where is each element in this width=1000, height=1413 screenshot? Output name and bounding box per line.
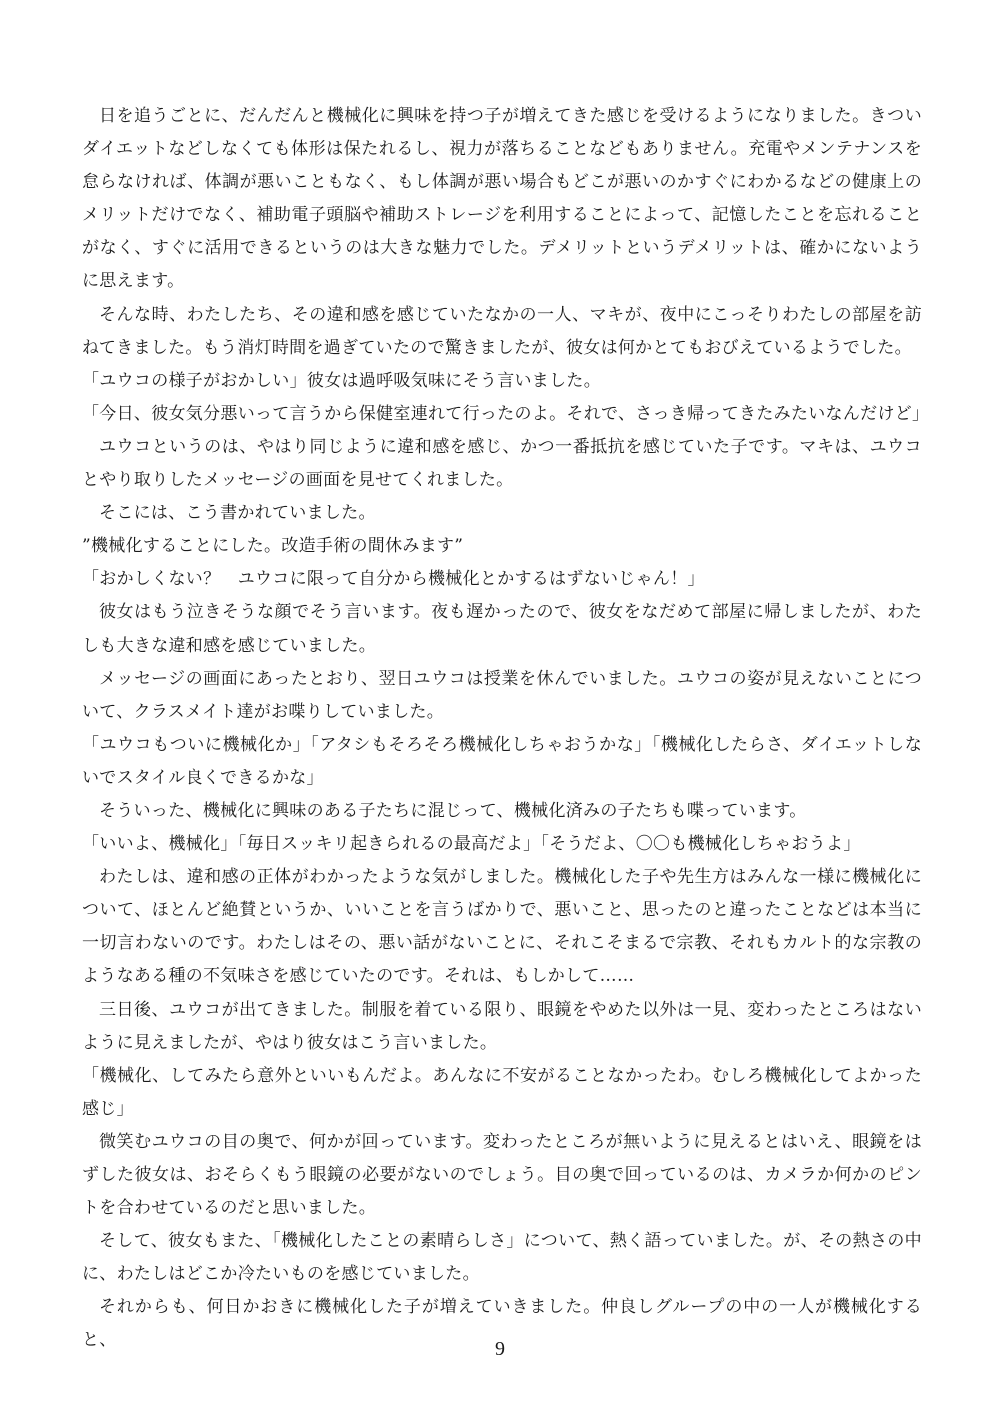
- paragraph: そういった、機械化に興味のある子たちに混じって、機械化済みの子たちも喋っています。: [99, 800, 807, 821]
- paragraph: ”機械化することにした。改造手術の間休みます”: [82, 536, 464, 557]
- paragraph: 「今日、彼女気分悪いって言うから保健室連れて行ったのよ。それで、さっき帰ってきたみたいなんだけど」: [82, 403, 930, 424]
- paragraph: 「ユウコもついに機械化か」「アタシもそろそろ機械化しちゃおうかな」「機械化したらさ、ダイエットしないでスタイル良くできるかな」: [82, 734, 922, 788]
- paragraph: メッセージの画面にあったとおり、翌日ユウコは授業を休んでいました。ユウコの姿が見えないことについて、クラスメイト達がお喋りしていました。: [82, 668, 922, 722]
- paragraph: そんな時、わたしたち、その違和感を感じていたなかの一人、マキが、夜中にこっそりわたしの部屋を訪ねてきました。もう消灯時間を過ぎていたので驚きましたが、彼女は何かとてもおびえているようでした。: [82, 304, 922, 358]
- page-number: 9: [495, 1338, 505, 1360]
- body-text: [82, 100, 930, 1358]
- paragraph: そこには、こう書かれていました。: [99, 503, 376, 524]
- paragraph: 日を追うごとに、だんだんと機械化に興味を持つ子が増えてきた感じを受けるようになりました。きついダイエットなどしなくても体形は保たれるし、視力が落ちることなどもありません。充電やメンテナンスを怠らなければ、体調が悪いこともなく、もし体調が悪い場合もどこが悪いのかすぐにわかるなどの健康上のメリットだけでなく、補助電子頭脳や補助ストレージを利用することによって、記憶したことを忘れることがなく、すぐに活用できるというのは大きな魅力でした。デメリットというデメリットは、確かにないように思えます。: [82, 106, 922, 292]
- paragraph: 微笑むユウコの目の奥で、何かが回っています。変わったところが無いように見えるとはいえ、眼鏡をはずした彼女は、おそらくもう眼鏡の必要がないのでしょう。目の奥で回っているのは、カメラか何かのピントを合わせているのだと思いました。: [82, 1131, 922, 1219]
- paragraph: それからも、何日かおきに機械化した子が増えていきました。仲良しグループの中の一人が機械化すると、: [82, 1297, 922, 1351]
- paragraph: 「いいよ、機械化」「毎日スッキリ起きられるの最高だよ」「そうだよ、〇〇も機械化しちゃおうよ」: [82, 834, 861, 855]
- paragraph: わたしは、違和感の正体がわかったような気がしました。機械化した子や先生方はみんな一様に機械化について、ほとんど絶賛というか、いいことを言うばかりで、悪いこと、思ったのと違ったことなどは本当に一切言わないのです。わたしはその、悪い話がないことに、それこそまるで宗教、それもカルト的な宗教のようなある種の不気味さを感じていたのです。それは、もしかして……: [82, 867, 922, 987]
- paragraph: そして、彼女もまた、「機械化したことの素晴らしさ」について、熱く語っていました。が、その熱さの中に、わたしはどこか冷たいものを感じていました。: [82, 1231, 922, 1285]
- paragraph: ユウコというのは、やはり同じように違和感を感じ、かつ一番抵抗を感じていた子です。マキは、ユウコとやり取りしたメッセージの画面を見せてくれました。: [82, 436, 922, 491]
- paragraph: 「機械化、してみたら意外といいもんだよ。あんなに不安がることなかったわ。むしろ機械化してよかった感じ」: [82, 1065, 922, 1119]
- paragraph: 「ユウコの様子がおかしい」彼女は過呼吸気味にそう言いました。: [82, 370, 601, 391]
- paragraph: 「おかしくない？ ユウコに限って自分から機械化とかするはずないじゃん！」: [82, 569, 705, 590]
- paragraph: 彼女はもう泣きそうな顔でそう言います。夜も遅かったので、彼女をなだめて部屋に帰しましたが、わたしも大きな違和感を感じていました。: [82, 602, 922, 656]
- paragraph: 三日後、ユウコが出てきました。制服を着ている限り、眼鏡をやめた以外は一見、変わったところはないように見えましたが、やはり彼女はこう言いました。: [82, 999, 922, 1053]
